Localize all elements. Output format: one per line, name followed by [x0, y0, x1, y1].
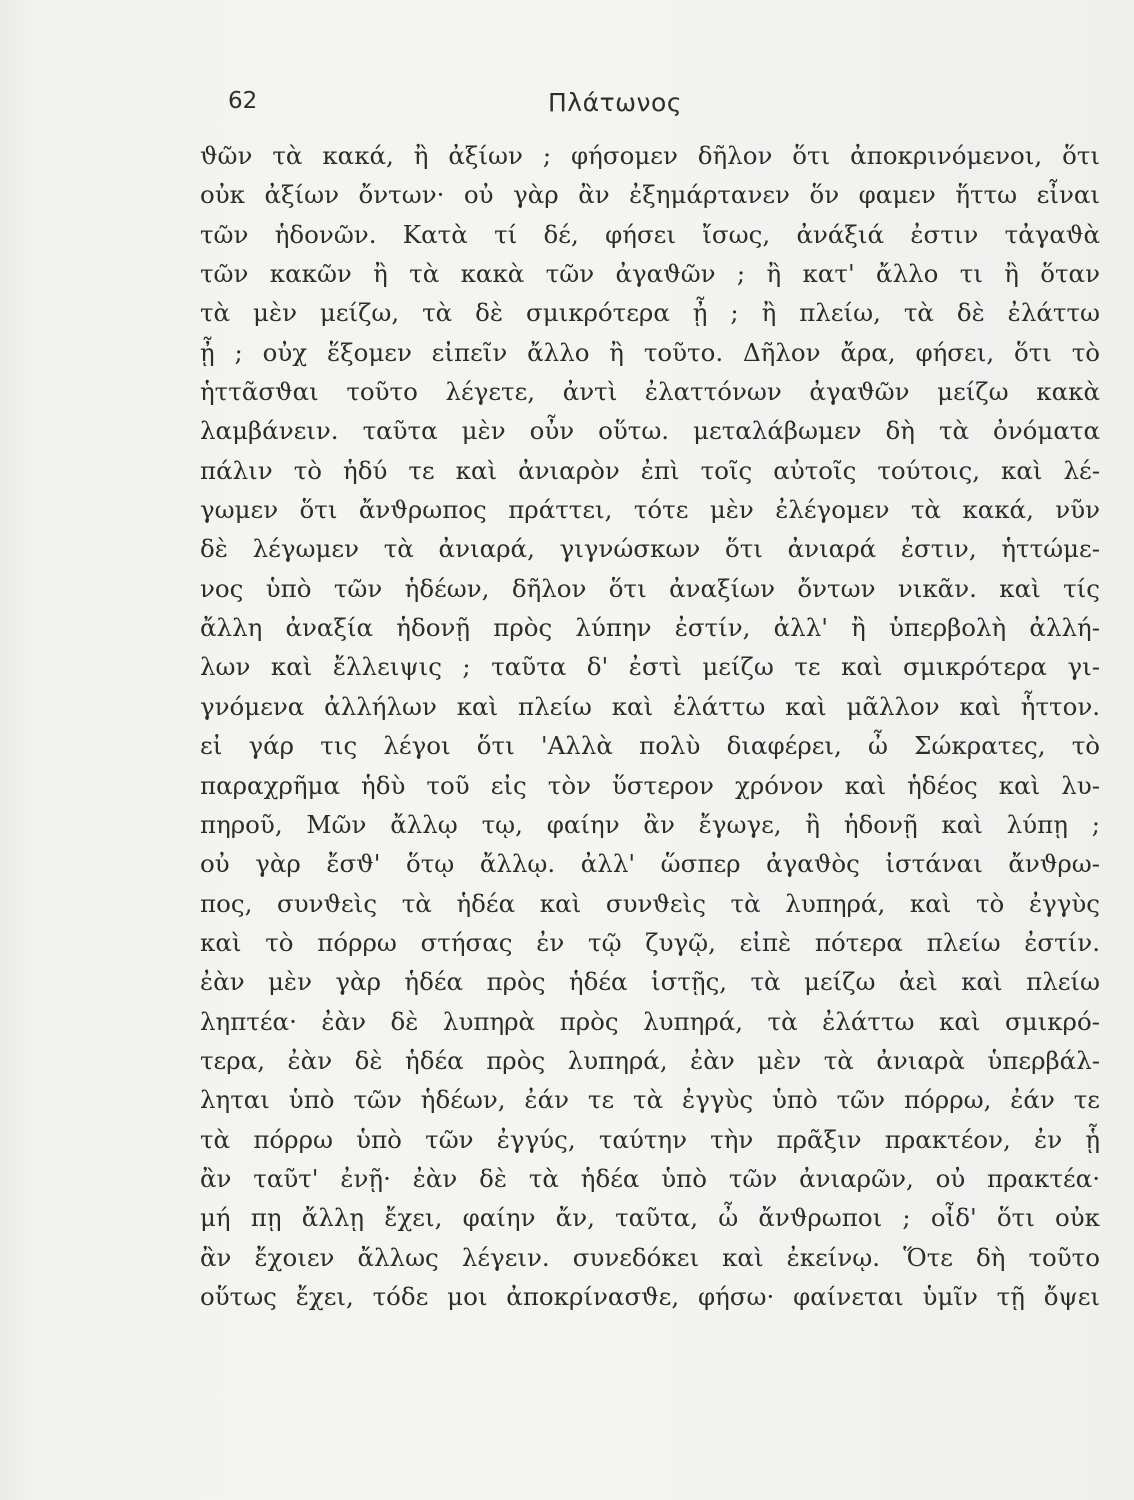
text-line: τὰ πόρρω ὑπὸ τῶν ἐγγύς, ταύτην τὴν πρᾶξιν πρακτέον, ἐν ᾗ — [200, 1124, 1100, 1154]
text-line: ᾖ ; οὐχ ἕξομεν εἰπεῖν ἄλλο ἢ τοῦτο. Δῆλον ἄρα, φήσει, ὅτι τὸ — [200, 337, 1100, 367]
text-line: ἄλλη ἀναξία ἡδονῇ πρὸς λύπην ἐστίν, ἀλλ' ἢ ὑπερβολὴ ἀλλή- — [200, 613, 1100, 643]
text-line: ληται ὑπὸ τῶν ἡδέων, ἐάν τε τὰ ἐγγὺς ὑπὸ τῶν πόρρω, ἐάν τε — [200, 1085, 1100, 1115]
page-number: 62 — [228, 88, 258, 114]
text-line: καὶ τὸ πόρρω στήσας ἐν τῷ ζυγῷ, εἰπὲ πότερα πλείω ἐστίν. — [200, 927, 1100, 957]
text-line: ἐὰν μὲν γὰρ ἡδέα πρὸς ἡδέα ἱστῇς, τὰ μείζω ἀεὶ καὶ πλείω — [200, 967, 1100, 997]
text-line: πάλιν τὸ ἡδύ τε καὶ ἀνιαρὸν ἐπὶ τοῖς αὐτοῖς τούτοις, καὶ λέ- — [200, 455, 1100, 485]
text-line: ἂν ταῦτ' ἐνῇ· ἐὰν δὲ τὰ ἡδέα ὑπὸ τῶν ἀνιαρῶν, οὐ πρακτέα· — [200, 1163, 1100, 1193]
text-line: ἂν ἔχοιεν ἄλλως λέγειν. συνεδόκει καὶ ἐκείνῳ. Ὅτε δὴ τοῦτο — [200, 1242, 1100, 1272]
body-text — [200, 136, 1100, 1316]
text-line: πηροῦ, Μῶν ἄλλῳ τῳ, φαίην ἂν ἔγωγε, ἢ ἡδονῇ καὶ λύπῃ ; — [200, 809, 1100, 839]
text-line: λων καὶ ἔλλειψις ; ταῦτα δ' ἐστὶ μείζω τε καὶ σμικρότερα γι- — [200, 652, 1100, 682]
text-line: πος, συνϑεὶς τὰ ἡδέα καὶ συνϑεὶς τὰ λυπηρά, καὶ τὸ ἐγγὺς — [200, 888, 1100, 918]
text-line: τερα, ἐὰν δὲ ἡδέα πρὸς λυπηρά, ἐὰν μὲν τὰ ἀνιαρὰ ὑπερβάλ- — [200, 1045, 1100, 1075]
text-line: γωμεν ὅτι ἄνϑρωπος πράττει, τότε μὲν ἐλέγομεν τὰ κακά, νῦν — [200, 495, 1100, 525]
text-line: οὐκ ἀξίων ὄντων· οὐ γὰρ ἂν ἐξημάρτανεν ὅν φαμεν ἥττω εἶναι — [200, 180, 1100, 210]
text-line: τῶν ἡδονῶν. Κατὰ τί δέ, φήσει ἴσως, ἀνάξιά ἐστιν τἀγαϑὰ — [200, 219, 1100, 249]
text-line: νος ὑπὸ τῶν ἡδέων, δῆλον ὅτι ἀναξίων ὄντων νικᾶν. καὶ τίς — [200, 573, 1100, 603]
text-line: εἰ γάρ τις λέγοι ὅτι 'Αλλὰ πολὺ διαφέρει, ὦ Σώκρατες, τὸ — [200, 731, 1100, 761]
text-line: ληπτέα· ἐὰν δὲ λυπηρὰ πρὸς λυπηρά, τὰ ἐλάττω καὶ σμικρό- — [200, 1006, 1100, 1036]
text-line: γνόμενα ἀλλήλων καὶ πλείω καὶ ἐλάττω καὶ μᾶλλον καὶ ἧττον. — [200, 691, 1100, 721]
text-line: μή πῃ ἄλλῃ ἔχει, φαίην ἄν, ταῦτα, ὦ ἄνϑρωποι ; οἶδ' ὅτι οὐκ — [200, 1203, 1100, 1233]
text-line: τῶν κακῶν ἢ τὰ κακὰ τῶν ἀγαϑῶν ; ἢ κατ' ἄλλο τι ἢ ὅταν — [200, 259, 1100, 289]
text-line: δὲ λέγωμεν τὰ ἀνιαρά, γιγνώσκων ὅτι ἀνιαρά ἐστιν, ἡττώμε- — [200, 534, 1100, 564]
text-line: τὰ μὲν μείζω, τὰ δὲ σμικρότερα ᾖ ; ἢ πλείω, τὰ δὲ ἐλάττω — [200, 298, 1100, 328]
text-line: ἡττᾶσϑαι τοῦτο λέγετε, ἀντὶ ἐλαττόνων ἀγαϑῶν μείζω κακὰ — [200, 377, 1100, 407]
text-line: λαμβάνειν. ταῦτα μὲν οὖν οὕτω. μεταλάβωμεν δὴ τὰ ὀνόματα — [200, 416, 1100, 446]
text-line: οὐ γὰρ ἔσϑ' ὅτῳ ἄλλῳ. ἀλλ' ὥσπερ ἀγαϑὸς ἱστάναι ἄνϑρω- — [200, 849, 1100, 879]
running-title: Πλάτωνος — [548, 88, 682, 117]
text-line: παραχρῆμα ἡδὺ τοῦ εἰς τὸν ὕστερον χρόνον καὶ ἡδέος καὶ λυ- — [200, 770, 1100, 800]
text-line: ϑῶν τὰ κακά, ἢ ἀξίων ; φήσομεν δῆλον ὅτι ἀποκρινόμενοι, ὅτι — [200, 141, 1100, 170]
text-line: οὕτως ἔχει, τόδε μοι ἀποκρίνασϑε, φήσω· φαίνεται ὑμῖν τῇ ὄψει — [200, 1281, 1100, 1311]
